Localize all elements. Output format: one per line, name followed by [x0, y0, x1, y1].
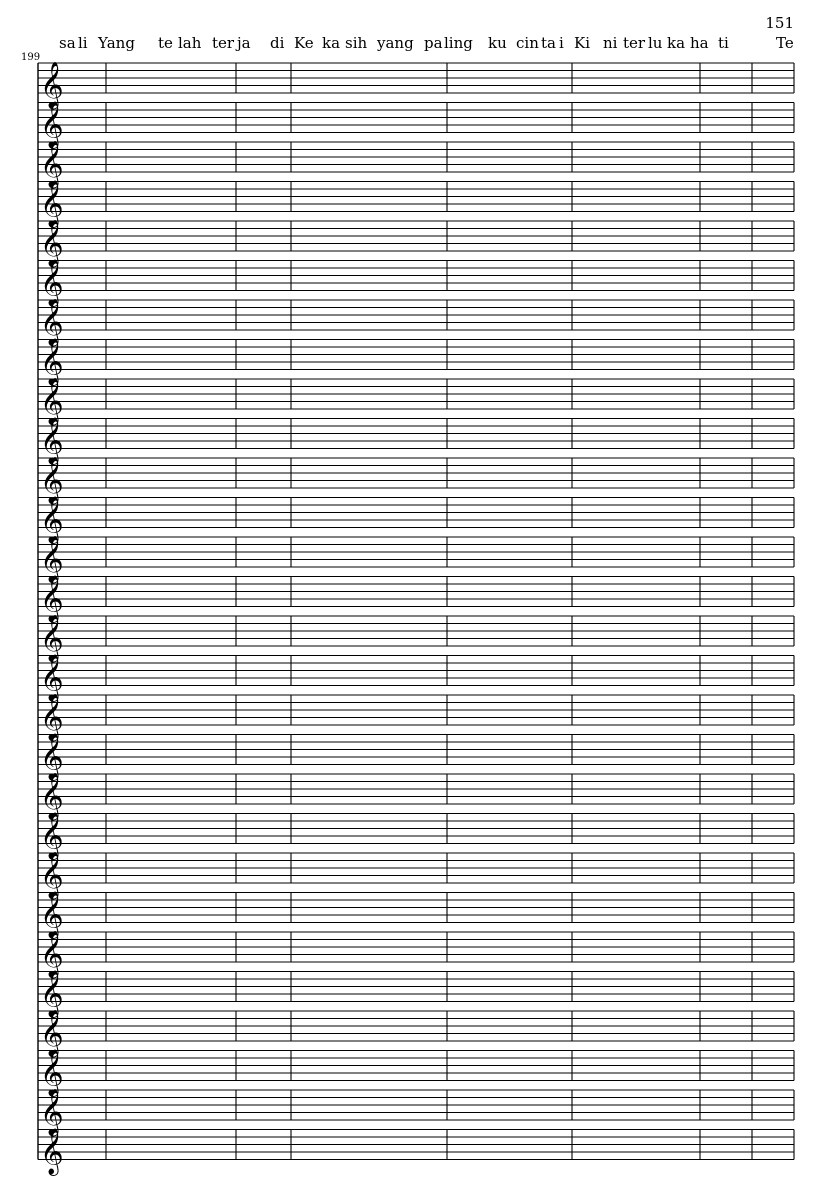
lyric-syllable: sa	[59, 34, 76, 52]
treble-clef-icon: 𝄞	[40, 1010, 64, 1056]
treble-clef-icon: 𝄞	[40, 220, 64, 266]
treble-clef-icon: 𝄞	[40, 852, 64, 898]
lyric-syllable: ha	[690, 34, 709, 52]
lyric-syllable: Ki	[574, 34, 591, 52]
treble-clef-icon: 𝄞	[40, 299, 64, 345]
treble-clef-icon: 𝄞	[40, 615, 64, 661]
treble-clef-icon: 𝄞	[40, 62, 64, 108]
treble-clef-icon: 𝄞	[40, 931, 64, 977]
lyric-syllable: ka	[667, 34, 686, 52]
page-number: 151	[765, 14, 794, 32]
lyric-syllable: i	[559, 34, 564, 52]
lyric-syllable: ta	[541, 34, 556, 52]
treble-clef-icon: 𝄞	[40, 1089, 64, 1135]
lyric-syllable: pa	[424, 34, 443, 52]
lyric-syllable: Ke	[294, 34, 314, 52]
lyric-syllable: ti	[718, 34, 729, 52]
lyric-syllable: Te	[776, 34, 794, 52]
lyric-syllable: lu	[648, 34, 663, 52]
lyric-syllable: te	[158, 34, 173, 52]
lyric-syllable: ter	[212, 34, 235, 52]
lyric-syllable: ter	[623, 34, 646, 52]
treble-clef-icon: 𝄞	[40, 536, 64, 582]
treble-clef-icon: 𝄞	[40, 338, 64, 385]
lyric-syllable: ling	[444, 34, 473, 52]
treble-clef-icon: 𝄞	[40, 694, 64, 740]
treble-clef-icon: 𝄞	[40, 773, 64, 819]
treble-clef-icon: 𝄞	[40, 496, 64, 543]
treble-clef-icon: 𝄞	[40, 733, 64, 780]
treble-clef-icon: 𝄞	[40, 457, 64, 503]
treble-clef-icon: 𝄞	[40, 180, 64, 227]
measure-number: 199	[21, 52, 41, 63]
treble-clef-icon: 𝄞	[40, 575, 64, 622]
lyric-syllable: sih	[345, 34, 368, 52]
treble-clef-icon: 𝄞	[40, 1128, 64, 1175]
treble-clef-icon: 𝄞	[40, 417, 64, 464]
treble-clef-icon: 𝄞	[40, 101, 64, 148]
lyric-syllable: cin	[516, 34, 539, 52]
treble-clef-icon: 𝄞	[40, 891, 64, 938]
treble-clef-icon: 𝄞	[40, 141, 64, 187]
treble-clef-icon: 𝄞	[40, 812, 64, 859]
lyric-syllable: li	[78, 34, 88, 52]
lyric-syllable: ka	[322, 34, 341, 52]
treble-clef-icon: 𝄞	[40, 378, 64, 424]
lyric-syllable: Yang	[98, 34, 135, 52]
lyric-syllable: yang	[377, 34, 414, 52]
treble-clef-icon: 𝄞	[40, 970, 64, 1017]
treble-clef-icon: 𝄞	[40, 259, 64, 306]
lyric-syllable: ku	[488, 34, 507, 52]
lyric-syllable: ni	[603, 34, 618, 52]
treble-clef-icon: 𝄞	[40, 654, 64, 701]
lyric-syllable: lah	[178, 34, 202, 52]
treble-clef-icon: 𝄞	[40, 1049, 64, 1096]
lyric-syllable: di	[270, 34, 285, 52]
lyric-syllable: ja	[237, 34, 251, 52]
